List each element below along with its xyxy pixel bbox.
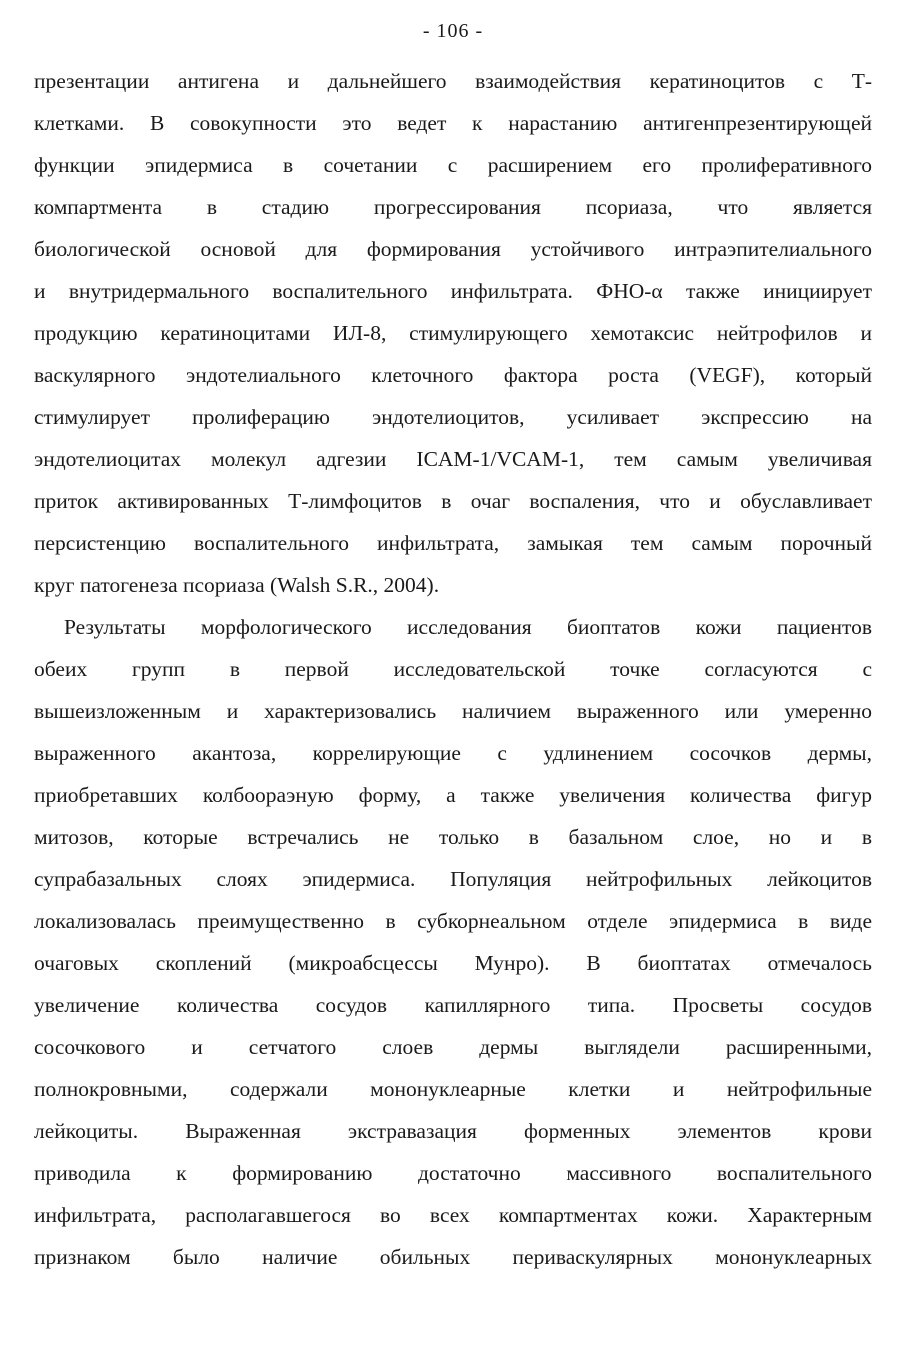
paragraph-line: признаком было наличие обильных периваскулярных мононуклеарных — [34, 1245, 872, 1269]
paragraph-line: продукцию кератиноцитами ИЛ-8, стимулирующего хемотаксис нейтрофилов и — [34, 321, 872, 345]
paragraph-line: полнокровными, содержали мононуклеарные клетки и нейтрофильные — [34, 1077, 872, 1101]
paragraph-1 — [34, 60, 872, 606]
paragraph-line: очаговых скоплений (микроабсцессы Мунро). В биоптатах отмечалось — [34, 951, 872, 975]
paragraph-line: функции эпидермиса в сочетании с расширением его пролиферативного — [34, 153, 872, 177]
paragraph-line: локализовалась преимущественно в субкорнеальном отделе эпидермиса в виде — [34, 909, 872, 933]
paragraph-line: приток активированных Т-лимфоцитов в очаг воспаления, что и обуславливает — [34, 489, 872, 513]
paragraph-line: презентации антигена и дальнейшего взаимодействия кератиноцитов с Т- — [34, 69, 872, 93]
paragraph-line: вышеизложенным и характеризовались наличием выраженного или умеренно — [34, 699, 872, 723]
paragraph-line: сосочкового и сетчатого слоев дермы выглядели расширенными, — [34, 1035, 872, 1059]
paragraph-line: приобретавших колбоораэную форму, а также увеличения количества фигур — [34, 783, 872, 807]
paragraph-line: клетками. В совокупности это ведет к нарастанию антигенпрезентирующей — [34, 111, 872, 135]
paragraph-line: инфильтрата, располагавшегося во всех компартментах кожи. Характерным — [34, 1203, 872, 1227]
paragraph-2 — [34, 606, 872, 1278]
page-number: - 106 - — [422, 20, 484, 42]
paragraph-line: круг патогенеза псориаза (Walsh S.R., 2004). — [34, 573, 440, 597]
paragraph-line: супрабазальных слоях эпидермиса. Популяция нейтрофильных лейкоцитов — [34, 867, 872, 891]
paragraph-line: увеличение количества сосудов капиллярного типа. Просветы сосудов — [34, 993, 872, 1017]
paragraph-line: стимулирует пролиферацию эндотелиоцитов, усиливает экспрессию на — [34, 405, 872, 429]
paragraph-line: эндотелиоцитах молекул адгезии ICAM-1/VCAM-1, тем самым увеличивая — [34, 447, 872, 471]
paragraph-line: и внутридермального воспалительного инфильтрата. ФНО-α также инициирует — [34, 279, 872, 303]
paragraph-line: обеих групп в первой исследовательской точке согласуются с — [34, 657, 872, 681]
paragraph-line: приводила к формированию достаточно массивного воспалительного — [34, 1161, 872, 1185]
paragraph-line: васкулярного эндотелиального клеточного фактора роста (VEGF), который — [34, 363, 872, 387]
paragraph-line: биологической основой для формирования устойчивого интраэпителиального — [34, 237, 872, 261]
paragraph-line: персистенцию воспалительного инфильтрата, замыкая тем самым порочный — [34, 531, 872, 555]
paragraph-line: выраженного акантоза, коррелирующие с удлинением сосочков дермы, — [34, 741, 872, 765]
paragraph-line: компартмента в стадию прогрессирования псориаза, что является — [34, 195, 872, 219]
paragraph-line: лейкоциты. Выраженная экстравазация форменных элементов крови — [34, 1119, 872, 1143]
paragraph-line: митозов, которые встречались не только в базальном слое, но и в — [34, 825, 872, 849]
paragraph-line: Результаты морфологического исследования биоптатов кожи пациентов — [64, 615, 872, 639]
